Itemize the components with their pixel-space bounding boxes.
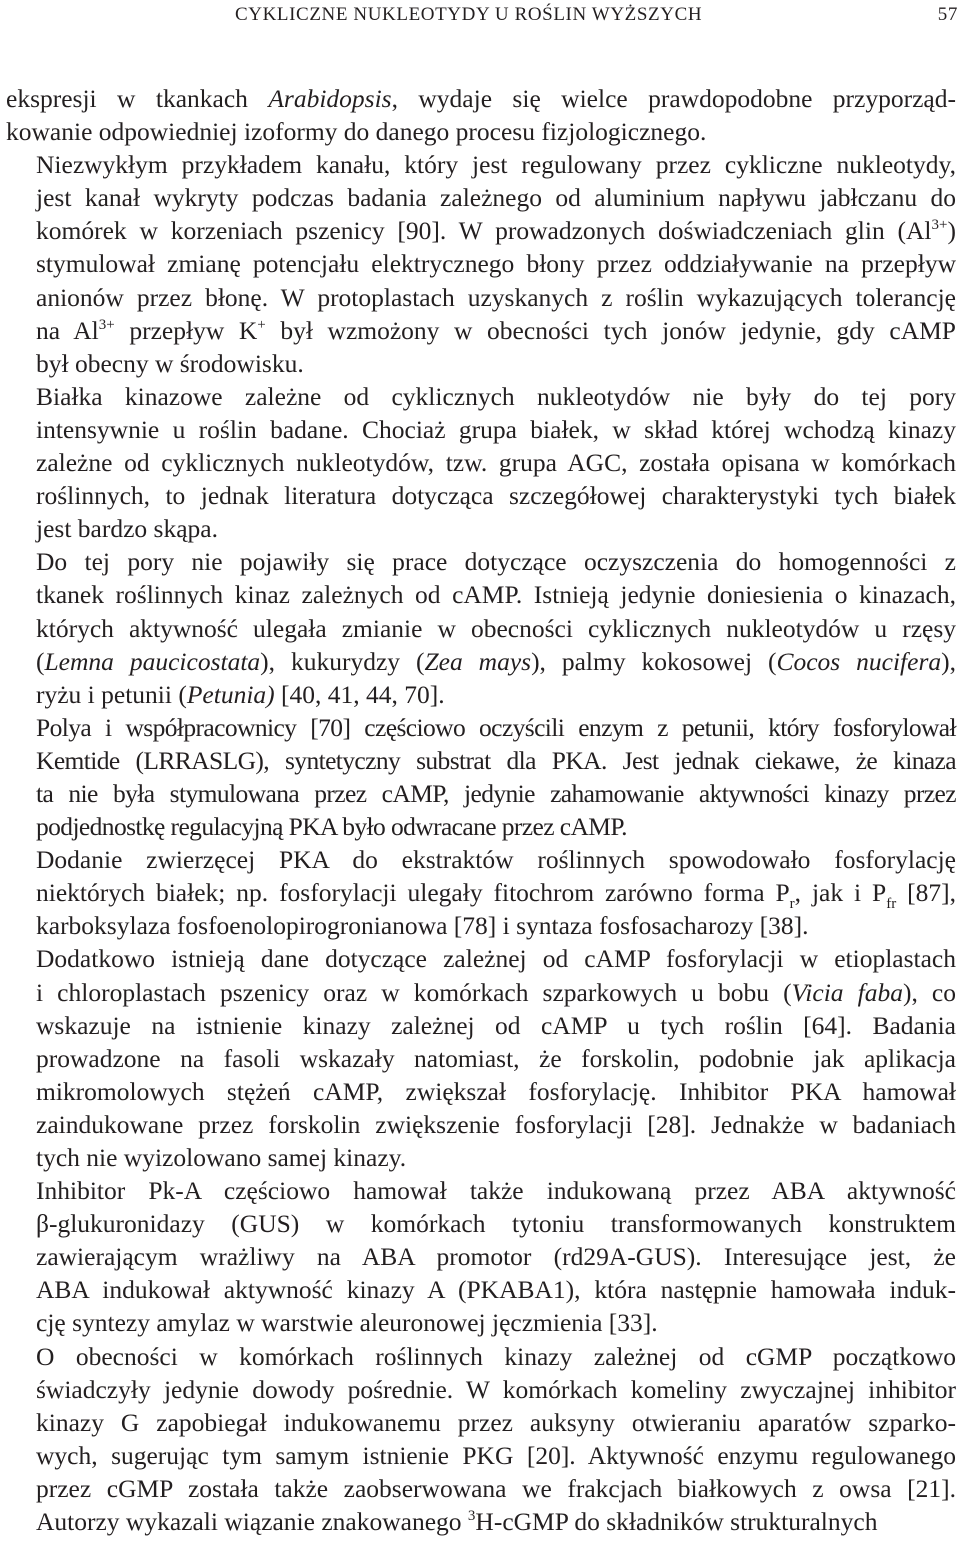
text-line xyxy=(6,678,956,711)
text-run: tych nie wyizolowano samej kinazy. xyxy=(36,1143,407,1172)
text-line xyxy=(6,1141,956,1174)
superscript: 3 xyxy=(467,1508,476,1525)
text-run: ), xyxy=(941,646,956,676)
paragraph xyxy=(6,711,956,843)
text-run: anionów przez błonę. W protoplastach uzyskanych z roślin wykazujących tolerancję xyxy=(36,282,956,312)
italic-term: Zea mays xyxy=(424,646,532,676)
text-line xyxy=(6,214,956,247)
text-line xyxy=(6,545,956,578)
paragraph xyxy=(6,942,956,1174)
body-text xyxy=(6,82,956,1538)
text-run: Polya i współpracownicy [70] częściowo oczyścili enzym z petunii, który fosforylował xyxy=(36,712,956,742)
text-run: cję syntezy amylaz w warstwie aleuronowej jęczmienia [33]. xyxy=(36,1308,658,1338)
text-run: niektórych białek; np. fosforylacji ulegały fitochrom zarówno forma P xyxy=(36,878,790,908)
text-run: ) xyxy=(947,216,956,246)
text-line xyxy=(6,1108,956,1141)
text-line xyxy=(6,82,956,115)
text-line xyxy=(6,1439,956,1472)
text-run: O obecności w komórkach roślinnych kinazy zależnej od cGMP początkowo xyxy=(36,1341,956,1371)
italic-term: Arabidopsis xyxy=(268,84,392,113)
text-line xyxy=(6,1207,956,1240)
text-run: Dodanie zwierzęcej PKA do ekstraktów roślinnych spowodowało fosforylację xyxy=(36,845,956,875)
text-run: zaindukowane przez forskolin zwiększenie fosforylacji [28]. Jednakże w badaniach xyxy=(36,1109,956,1139)
text-line xyxy=(6,281,956,314)
text-run: świadczyły jedynie dowody pośrednie. W komórkach komeliny zwyczajnej inhibitor xyxy=(36,1374,956,1404)
text-line xyxy=(6,612,956,645)
text-line xyxy=(6,512,956,545)
text-run: [40, 41, 44, 70]. xyxy=(274,679,445,709)
paragraph xyxy=(6,843,956,942)
text-line xyxy=(6,876,957,913)
text-run: ), co xyxy=(902,977,956,1007)
text-line xyxy=(6,1340,956,1373)
text-line xyxy=(6,1075,956,1108)
text-run: , wydaje się wielce prawdopodobne przyporząd- xyxy=(391,84,956,113)
text-run: Dodatkowo istnieją dane dotyczące zależnej od cAMP fosforylacji w etioplastach xyxy=(36,944,956,974)
italic-term: Petunia) xyxy=(186,679,275,709)
text-line xyxy=(6,380,956,413)
italic-term: Cocos nucifera xyxy=(776,646,942,676)
text-run: na Al xyxy=(36,315,99,345)
text-run: kinazy G zapobiegał indukowanemu przez auksyny otwieraniu aparatów szparko- xyxy=(36,1407,956,1437)
paragraph xyxy=(6,1340,956,1539)
text-line xyxy=(6,909,956,942)
paragraph xyxy=(6,545,956,710)
text-run: podjednostkę regulacyjną PKA było odwracane przez cAMP. xyxy=(36,812,627,842)
text-run: mikromolowych stężeń cAMP, zwiększał fosforylację. Inhibitor PKA hamował xyxy=(36,1076,956,1106)
text-line xyxy=(6,1306,956,1339)
subscript: r xyxy=(789,896,795,913)
text-run: Białka kinazowe zależne od cyklicznych nukleotydów nie były do tej pory xyxy=(36,381,956,411)
text-run: wych, sugerując tym samym istnienie PKG [20]. Aktywność enzymu regulowanego xyxy=(36,1440,956,1470)
text-run: β-glukuronidazy (GUS) w komórkach tytoniu transformowanych konstruktem xyxy=(36,1209,956,1239)
text-line xyxy=(6,413,956,446)
running-head xyxy=(0,4,960,30)
text-run: Autorzy wykazali wiązanie znakowanego xyxy=(36,1507,468,1537)
paragraph xyxy=(6,380,956,545)
text-run: kowanie odpowiedniej izoformy do danego procesu fizjologicznego. xyxy=(6,117,707,147)
text-line xyxy=(6,1240,956,1273)
italic-term: Vicia faba xyxy=(791,977,903,1007)
text-line xyxy=(6,1406,956,1439)
text-line xyxy=(6,479,956,512)
text-line xyxy=(6,942,956,975)
text-line xyxy=(6,843,956,876)
text-run: roślinnych, to jednak literatura dotycząca szczegółowej charakterystyki tych białek xyxy=(36,481,956,511)
subscript: fr xyxy=(886,896,897,913)
paragraph xyxy=(6,82,956,148)
page-number: 57 xyxy=(937,4,958,25)
text-line xyxy=(6,247,956,280)
text-run: zawierającym wrażliwy na ABA promotor (rd29A-GUS). Interesujące jest, że xyxy=(36,1242,956,1272)
text-run: ( xyxy=(36,646,45,676)
text-run: ekspresji w tkankach xyxy=(6,84,269,113)
text-line xyxy=(6,446,956,479)
text-line xyxy=(6,645,956,678)
text-run: był wzmożony w obecności tych jonów jedynie, gdy cAMP xyxy=(265,315,956,345)
text-line xyxy=(6,1009,956,1042)
text-run: przez cGMP została także zaobserwowana we frakcjach białkowych z owsa [21]. xyxy=(36,1473,956,1503)
text-run: ta nie była stymulowana przez cAMP, jedynie zahamowanie aktywności kinazy przez xyxy=(36,778,956,808)
text-run: [87], xyxy=(896,878,957,908)
text-run: intensywnie u roślin badane. Chociaż grupa białek, w skład której wchodzą kinazy xyxy=(36,414,956,444)
text-run: których aktywność ulegała zmianie w obecności cyklicznych nukleotydów u rzęsy xyxy=(36,613,956,643)
text-run: Kemtide (LRRASLG), syntetyczny substrat dla PKA. Jest jednak ciekawe, że kinaza xyxy=(36,745,956,775)
running-head-title: CYKLICZNE NUKLEOTYDY U ROŚLIN WYŻSZYCH xyxy=(235,4,703,25)
text-run: karboksylaza fosfoenolopirogronianowa [78] i syntaza fosfosacharozy [38]. xyxy=(36,911,809,941)
text-run: był obecny w środowisku. xyxy=(36,348,304,378)
text-line xyxy=(6,314,956,347)
paragraph xyxy=(6,148,956,380)
paragraph xyxy=(6,1174,956,1339)
text-run: tkanek roślinnych kinaz zależnych od cAMP. Istnieją jedynie doniesienia o kinazach, xyxy=(36,580,956,610)
text-line xyxy=(6,744,956,777)
text-line xyxy=(6,115,956,148)
text-run: Inhibitor Pk-A częściowo hamował także indukowaną przez ABA aktywność xyxy=(36,1176,956,1206)
text-run: i chloroplastach pszenicy oraz w komórkach szparkowych u bobu ( xyxy=(36,977,792,1007)
text-line xyxy=(6,711,956,744)
text-run: ), palmy kokosowej ( xyxy=(531,646,777,676)
text-line xyxy=(6,1174,956,1207)
text-line xyxy=(6,1373,956,1406)
text-run: jest bardzo skąpa. xyxy=(36,514,218,544)
text-line xyxy=(6,148,956,181)
text-run: Do tej pory nie pojawiły się prace dotyczące oczyszczenia do homogenności z xyxy=(36,547,956,577)
text-line xyxy=(6,777,956,810)
superscript: 3+ xyxy=(98,316,115,333)
superscript: 3+ xyxy=(931,217,948,234)
text-run: stymulował zmianę potencjału elektrycznego błony przez oddziaływanie na przepływ xyxy=(36,249,956,279)
text-run: ryżu i petunii ( xyxy=(36,679,187,709)
text-line xyxy=(6,1505,956,1538)
text-line xyxy=(6,810,956,843)
text-run: H-cGMP do składników strukturalnych xyxy=(475,1507,878,1537)
italic-term: Lemna paucicostata xyxy=(44,646,261,676)
text-run: zależne od cyklicznych nukleotydów, tzw. grupa AGC, została opisana w komórkach xyxy=(36,448,956,478)
text-run: wskazuje na istnienie kinazy zależnej od cAMP u tych roślin [64]. Badania xyxy=(36,1010,956,1040)
text-run: ABA indukował aktywność kinazy A (PKABA1), która następnie hamowała induk- xyxy=(36,1275,956,1305)
text-line xyxy=(6,347,956,380)
text-run: ), kukurydzy ( xyxy=(260,646,425,676)
text-run: komórek w korzeniach pszenicy [90]. W prowadzonych doświadczeniach glin (Al xyxy=(36,216,932,246)
text-line xyxy=(6,578,956,611)
text-line xyxy=(6,1042,956,1075)
text-line xyxy=(6,1273,956,1306)
text-run: prowadzone na fasoli wskazały natomiast, że forskolin, podobnie jak aplikacja xyxy=(36,1043,956,1073)
text-run: Niezwykłym przykładem kanału, który jest regulowany przez cykliczne nukleotydy, xyxy=(36,150,956,180)
superscript: + xyxy=(257,316,266,333)
text-run: , jak i P xyxy=(794,878,887,908)
text-line xyxy=(6,181,956,214)
text-line xyxy=(6,976,956,1009)
text-line xyxy=(6,1472,956,1505)
text-run: jest kanał wykryty podczas badania zależnego od aluminium napływu jabłczanu do xyxy=(36,183,956,213)
text-run: przepływ K xyxy=(114,315,258,345)
